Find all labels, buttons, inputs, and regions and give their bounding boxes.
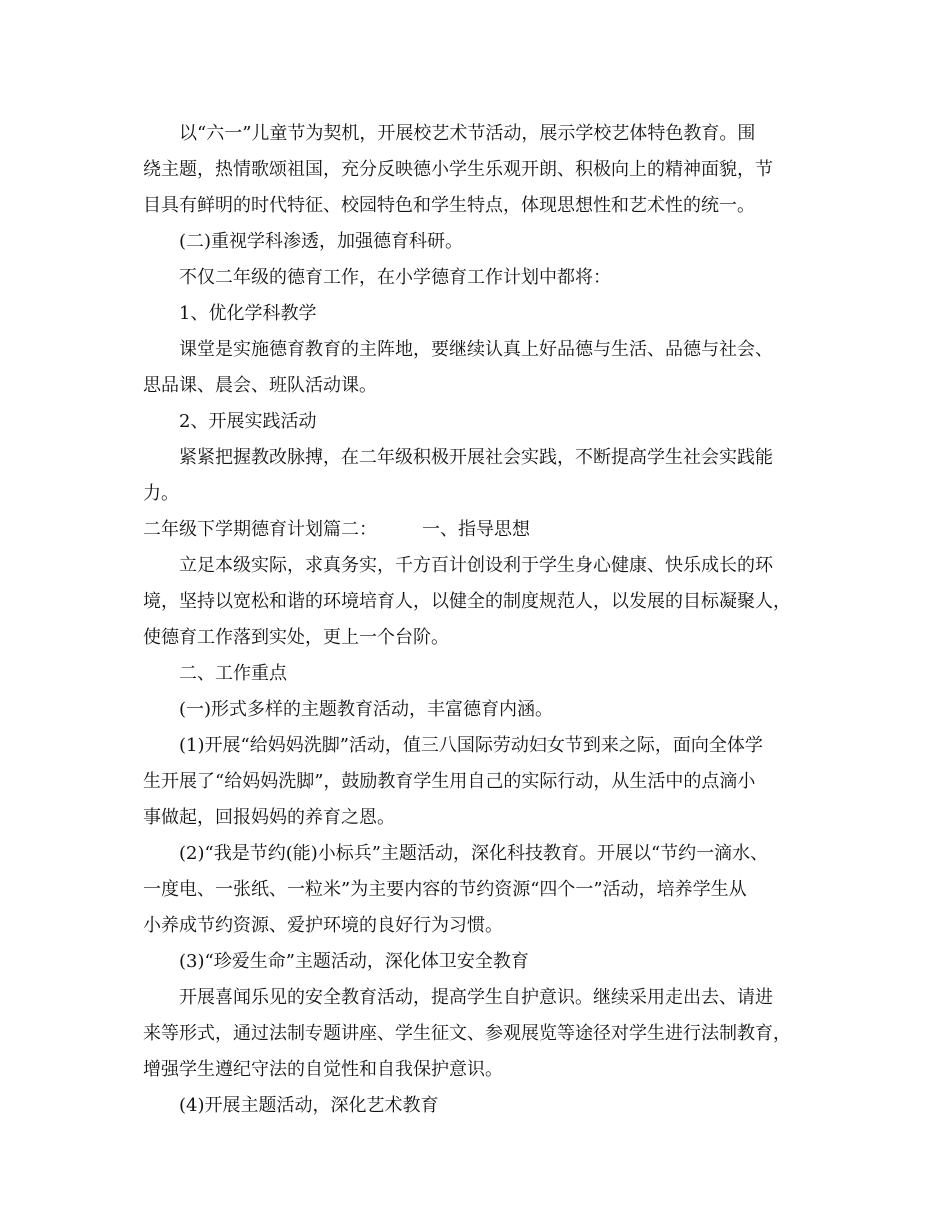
text-line: 1、优化学科教学 [179, 303, 317, 324]
text-line: (3)“珍爱生命”主题活动，深化体卫安全教育 [179, 951, 529, 972]
text-line: (4)开展主题活动，深化艺术教育 [179, 1095, 439, 1116]
text-line: 绕主题，热情歌颂祖国，充分反映德小学生乐观开朗、积极向上的精神面貌，节 [143, 159, 773, 180]
text-line: 生开展了“给妈妈洗脚”，鼓励教育学生用自己的实际行动，从生活中的点滴小 [143, 771, 756, 792]
text-line: 立足本级实际，求真务实，千方百计创设利于学生身心健康、快乐成长的环 [179, 555, 773, 576]
text-line: 境，坚持以宽松和谐的环境培育人，以健全的制度规范人，以发展的目标凝聚人， [143, 591, 791, 612]
text-line: 思品课、晨会、班队活动课。 [143, 375, 377, 396]
text-line: 不仅二年级的德育工作，在小学德育工作计划中都将： [179, 267, 611, 288]
text-line: (1)开展“给妈妈洗脚”活动，值三八国际劳动妇女节到来之际，面向全体学 [179, 735, 763, 756]
text-line: 二年级下学期德育计划篇二： 一、指导思想 [143, 519, 530, 540]
text-line: 二、工作重点 [179, 663, 287, 684]
text-line: 课堂是实施德育教育的主阵地，要继续认真上好品德与生活、品德与社会、 [179, 339, 773, 360]
document-body [143, 116, 823, 1124]
text-line: 紧紧把握教改脉搏，在二年级积极开展社会实践，不断提高学生社会实践能 [179, 447, 773, 468]
text-line: 目具有鲜明的时代特征、校园特色和学生特点，体现思想性和艺术性的统一。 [143, 195, 755, 216]
text-line: 增强学生遵纪守法的自觉性和自我保护意识。 [143, 1059, 503, 1080]
text-line: 开展喜闻乐见的安全教育活动，提高学生自护意识。继续采用走出去、请进 [179, 987, 773, 1008]
text-line: (二)重视学科渗透，加强德育科研。 [179, 231, 464, 252]
text-line: 一度电、一张纸、一粒米”为主要内容的节约资源“四个一”活动，培养学生从 [143, 879, 747, 900]
text-line: 使德育工作落到实处，更上一个台阶。 [143, 627, 449, 648]
text-line: 小养成节约资源、爱护环境的良好行为习惯。 [143, 915, 503, 936]
text-line: 2、开展实践活动 [179, 411, 317, 432]
text-line: 来等形式，通过法制专题讲座、学生征文、参观展览等途径对学生进行法制教育， [143, 1023, 791, 1044]
text-line: 以“六一”儿童节为契机，开展校艺术节活动，展示学校艺体特色教育。围 [179, 123, 756, 144]
text-line: (2)“我是节约(能)小标兵”主题活动，深化科技教育。开展以“节约一滴水、 [179, 843, 769, 864]
text-line: 事做起，回报妈妈的养育之恩。 [143, 807, 395, 828]
text-line: (一)形式多样的主题教育活动，丰富德育内涵。 [179, 699, 554, 720]
text-line: 力。 [143, 483, 179, 504]
